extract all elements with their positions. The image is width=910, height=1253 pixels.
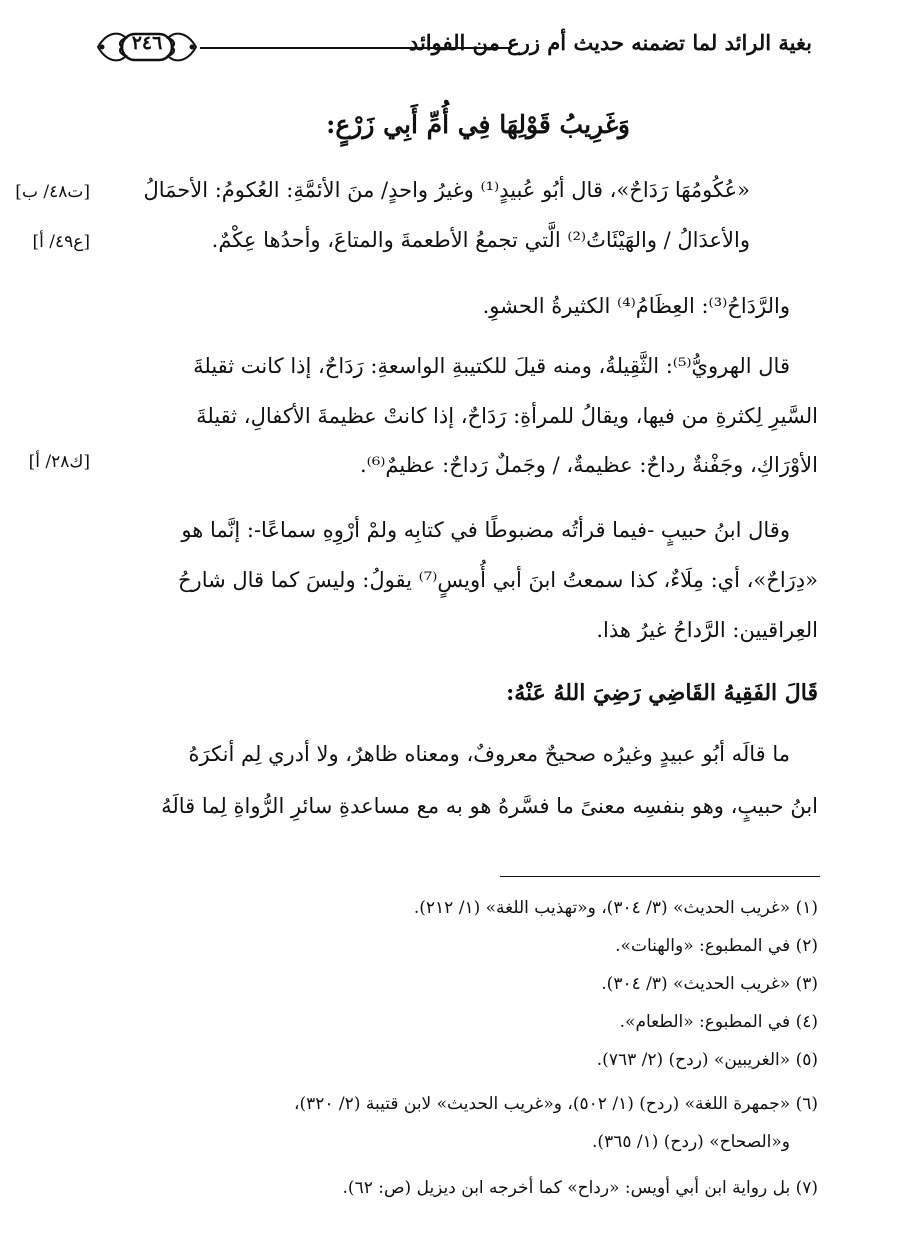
body-line: ما قالَه أبُو عبيدٍ وغيرُه صحيحٌ معروفٌ، ومعناه ظاهرٌ، ولا أدري لِم أنكرَهُ (188, 742, 790, 766)
page-number: ٢٤٦ (131, 32, 163, 54)
footnote: (١) «غريب الحديث» (٣/ ٣٠٤)، و«تهذيب اللغة» (١/ ٢١٢). (413, 898, 818, 918)
footnote: (٤) في المطبوع: «الطعام». (619, 1012, 818, 1032)
footnote: (٥) «الغريبين» (ردح) (٢/ ٧٦٣). (596, 1050, 818, 1070)
page-header (92, 18, 812, 76)
body-line: قال الهرويُّ⁽⁵⁾: الثَّقِيلةُ، ومنه قيلَ للكتيبةِ الواسعةِ: رَدَاحٌ، إذا كانت ثقيلةَ (193, 354, 790, 378)
margin-note: [ت٤٨/ ب] (15, 182, 90, 202)
body-line: الأوْرَاكِ، وجَفْنةٌ رداحٌ: عظيمةٌ، / وجَملٌ رَداحٌ: عظيمٌ⁽⁶⁾. (359, 453, 818, 477)
body-line: وقال ابنُ حبيبٍ -فيما قرأتُه مضبوطًا في كتابِه ولمْ أرْوِهِ سماعًا-: إنَّما هو (181, 518, 790, 542)
book-title: بغية الرائد لما تضمنه حديث أم زرع من الفوائد (408, 30, 812, 55)
body-line: ابنُ حبيبٍ، وهو بنفسِه معنىً ما فسَّرهُ هو به مع مساعدةِ سائرِ الرُّواةِ لِما قالَهُ (161, 794, 818, 818)
footnote: (٧) بل رواية ابن أبي أويس: «رداح» كما أخرجه ابن ديزيل (ص: ٦٢). (342, 1178, 818, 1198)
margin-note: [ك٢٨/ أ] (28, 452, 90, 472)
margin-note: [ع٤٩/ أ] (32, 232, 90, 252)
footnote: (٦) «جمهرة اللغة» (ردح) (١/ ٥٠٢)، و«غريب الحديث» لابن قتيبة (٢/ ٣٢٠)، (294, 1094, 818, 1114)
sub-heading: قَالَ الفَقِيهُ القَاضِي رَضِيَ اللهُ عَنْهُ: (506, 680, 818, 706)
footnote: و«الصحاح» (ردح) (١/ ٣٦٥). (592, 1132, 790, 1152)
footnote-separator (500, 876, 820, 877)
body-line: والأعدَالُ / والهَيْئَاتُ⁽²⁾ الَّتي تجمعُ الأطعمةَ والمتاعَ، وأحدُها عِكْمٌ. (211, 228, 750, 252)
body-line: «دِرَاحٌ»، أي: مِلَاءٌ، كذا سمعتُ ابنَ أبي أُويسٍ⁽⁷⁾ يقولُ: وليسَ كما قال شارحُ (178, 568, 818, 592)
section-heading: وَغَرِيبُ قَوْلِهَا فِي أُمِّ أَبِي زَرْعٍ: (326, 110, 630, 139)
footnote: (٢) في المطبوع: «والهنات». (615, 936, 818, 956)
body-line: العِراقيين: الرَّداحُ غيرُ هذا. (596, 618, 818, 642)
body-line: السَّيرِ لِكثرةِ من فيها، ويقالُ للمرأةِ: رَدَاحٌ، إذا كانتْ عظيمةَ الأكفالِ، ثقيلةَ (196, 404, 818, 428)
footnote: (٣) «غريب الحديث» (٣/ ٣٠٤). (601, 974, 818, 994)
body-line: والرَّدَاحُ⁽³⁾: العِظَامُ⁽⁴⁾ الكثيرةُ الحشوِ. (482, 294, 790, 318)
body-line: «عُكُومُهَا رَدَاحٌ»، قال أبُو عُبيدٍ⁽¹⁾ وغيرُ واحدٍ/ منَ الأئمَّةِ: العُكومُ: الأحمَالُ (143, 178, 750, 202)
